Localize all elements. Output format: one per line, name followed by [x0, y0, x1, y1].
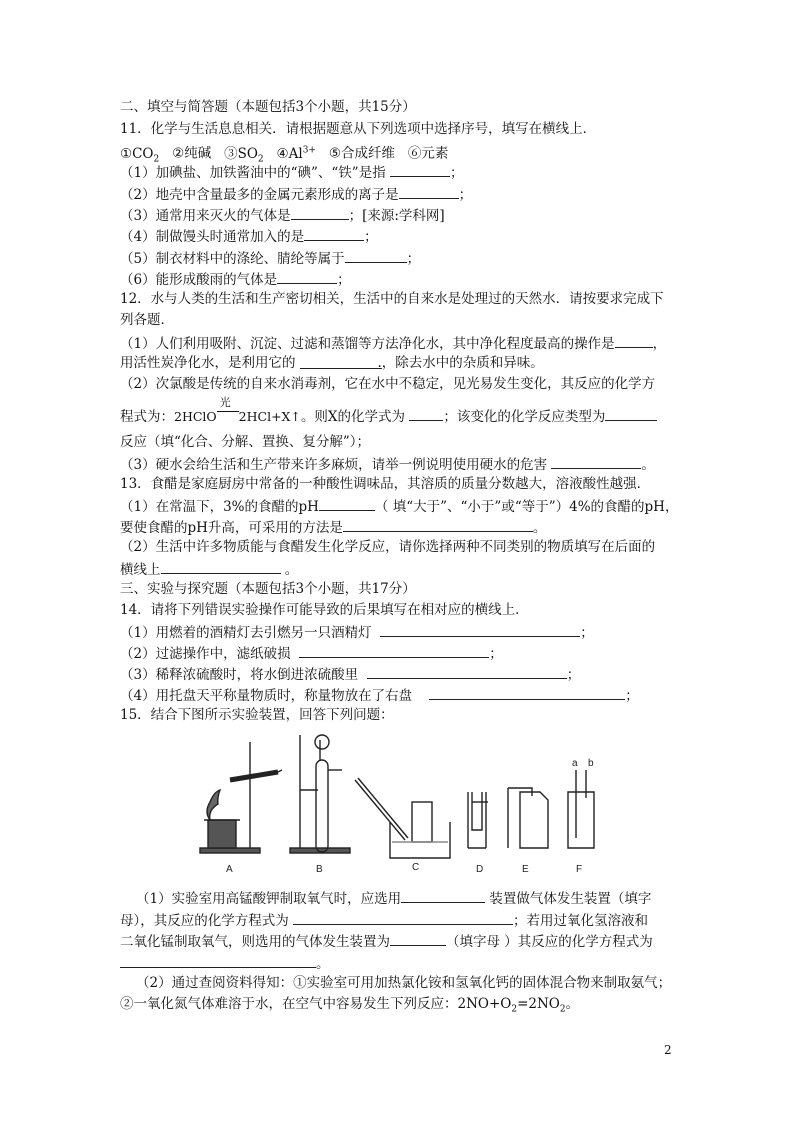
apparatus-f — [568, 770, 594, 848]
q15-part1-a: （1）实验室用高锰酸钾制取氧气时，应选用 装置做气体发生装置（填字 — [136, 888, 651, 908]
label-c: C — [412, 862, 420, 873]
q12-part2-c: 反应（填“化合、分解、置换、复分解”）； — [120, 434, 371, 450]
answer-blank[interactable] — [605, 406, 657, 421]
apparatus-c — [355, 778, 450, 858]
source-note: [来源:学科网] — [362, 208, 445, 224]
apparatus-b — [290, 735, 350, 853]
answer-blank[interactable] — [390, 162, 450, 177]
option-2: ②纯碱 — [172, 145, 212, 162]
answer-blank[interactable] — [390, 931, 446, 946]
answer-blank[interactable] — [401, 888, 485, 903]
q12-part3: （3）硬水会给生活和生产带来许多麻烦，请举一例说明使用硬水的危害 。 — [120, 454, 655, 474]
apparatus-e — [508, 788, 548, 848]
answer-blank[interactable] — [291, 205, 349, 220]
q13-part2-b: 横线上 。 — [120, 559, 298, 579]
q12-stem-1: 12．水与人类的生活和生产密切相关，生活中的自来水是处理过的天然水．请按要求完成下 — [120, 291, 664, 307]
option-4: $④Al^{3+}$ — [276, 145, 316, 162]
option-1: $①CO_2$ — [120, 145, 160, 165]
q15-part1-c: 二氧化锰制取氧气，则选用的气体发生装置为 （填字母 ）其反应的化学方程式为 — [120, 931, 653, 951]
q14-item-4: （4）用托盘天平称量物质时，称量物放在了右盘 ； — [120, 685, 639, 705]
q11-item-5: （5）制衣材料中的涤纶、腈纶等属于 ； — [120, 248, 420, 268]
q14-item-2: （2）过滤操作中，滤纸破损 ； — [120, 643, 503, 663]
q11-item-4: （4）制做馒头时通常加入的是 ； — [120, 226, 378, 246]
answer-blank[interactable] — [380, 622, 580, 637]
answer-blank[interactable] — [409, 406, 443, 421]
q11-item-1: （1）加碘盐、加铁酱油中的“碘”、“铁”是指 ； — [120, 162, 464, 182]
q11-item-3: （3）通常用来灭火的气体是 ；[来源:学科网] — [120, 205, 445, 225]
apparatus-figure — [190, 730, 610, 880]
q12-part1-b: 用活性炭净化水，是利用它的 .，除去水中的杂质和异味。 — [120, 355, 544, 371]
port-b: b — [588, 758, 594, 769]
label-e: E — [522, 864, 529, 875]
q15-stem: 15．结合下图所示实验装置，回答下列问题： — [120, 707, 394, 723]
eq-condition: 光 — [219, 396, 231, 409]
answer-blank[interactable] — [120, 953, 316, 968]
q14-item-1: （1）用燃着的酒精灯去引燃另一只酒精灯 ； — [120, 622, 594, 642]
option-3: $③SO_2$ — [224, 145, 264, 165]
apparatus-a — [200, 742, 282, 853]
answer-blank[interactable] — [293, 910, 513, 925]
q14-stem: 14．请将下列错误实验操作可能导致的后果填写在相对应的横线上． — [120, 602, 529, 618]
q13-part1-a: （1）在常温下，3%的食醋的pH （ 填“大于”、“小于”或“等于”）4%的食醋的pH， — [120, 496, 678, 516]
q11-item-2: （2）地壳中含量最多的金属元素形成的离子是 ； — [120, 184, 472, 204]
label-f: F — [576, 864, 583, 875]
apparatus-d — [468, 792, 488, 848]
q11-item-6: （6）能形成酸雨的气体是 ； — [120, 269, 351, 289]
q12-stem-2: 列各题． — [120, 312, 174, 328]
section3-heading: 三、实验与探究题（本题包括3个小题，共17分） — [120, 581, 416, 597]
q14-item-3: （3）稀释浓硫酸时，将水倒进浓硫酸里 ； — [120, 664, 580, 684]
reaction-arrow — [217, 396, 239, 421]
option-6: ⑥元素 — [407, 145, 449, 162]
q15-part2-b: ②一氧化氮气体难溶于水，在空气中容易发生下列反应：$2NO+O_2=2NO_2$。 — [120, 996, 580, 1015]
eq-right: 2HCl+X↑ — [238, 409, 301, 424]
answer-blank[interactable] — [399, 184, 459, 199]
q15-part1-b: 母），其反应的化学方程式为 ；若用过氧化氢溶液和 — [120, 910, 648, 930]
section2-heading: 二、填空与简答题（本题包括3个小题，共15分） — [120, 99, 416, 115]
port-a: a — [572, 758, 578, 769]
answer-blank[interactable] — [161, 559, 281, 574]
q15-part1-d: 。 — [120, 953, 330, 973]
answer-blank[interactable] — [304, 226, 364, 241]
q12-part2-b: 程式为：2HClO 光 2HCl+X↑。则X的化学式为 ；该变化的化学反应类型为 — [120, 406, 657, 426]
answer-blank[interactable] — [299, 643, 489, 658]
q12-part1-a: （1）人们利用吸附、沉淀、过滤和蒸馏等方法净化水，其中净化程度最高的操作是 ， — [120, 333, 666, 353]
label-a: A — [226, 864, 233, 875]
answer-blank[interactable] — [343, 517, 533, 532]
page-number: 2 — [664, 1043, 672, 1057]
q15-part2-a: （2）通过查阅资料得知：①实验室可用加热氯化铵和氢氧化钙的固体混合物来制取氨气； — [136, 975, 672, 991]
answer-blank[interactable] — [319, 496, 375, 511]
label-d: D — [476, 864, 484, 875]
answer-blank[interactable] — [367, 664, 567, 679]
answer-blank[interactable] — [277, 269, 337, 284]
eq-left: 2HClO — [174, 409, 217, 424]
answer-blank[interactable] — [345, 248, 407, 263]
q13-stem: 13．食醋是家庭厨房中常备的一种酸性调味品，其溶质的质量分数越大，溶液酸性越强． — [120, 476, 651, 492]
answer-blank[interactable] — [615, 333, 653, 348]
q13-part1-b: 要使食醋的pH升高，可采用的方法是 。 — [120, 517, 546, 537]
answer-blank[interactable] — [551, 454, 641, 469]
answer-blank[interactable]: . — [300, 354, 382, 369]
q13-part2-a: （2）生活中许多物质能与食醋发生化学反应，请你选择两种不同类别的物质填写在后面的 — [120, 539, 656, 555]
q12-part2-a: （2）次氯酸是传统的自来水消毒剂，它在水中不稳定，见光易发生变化，其反应的化学方 — [120, 376, 656, 392]
q11-stem: 11．化学与生活息息相关．请根据题意从下列选项中选择序号，填写在横线上． — [120, 121, 597, 137]
label-b: B — [316, 864, 323, 875]
option-5: ⑤合成纤维 — [328, 145, 395, 162]
answer-blank[interactable] — [429, 685, 625, 700]
